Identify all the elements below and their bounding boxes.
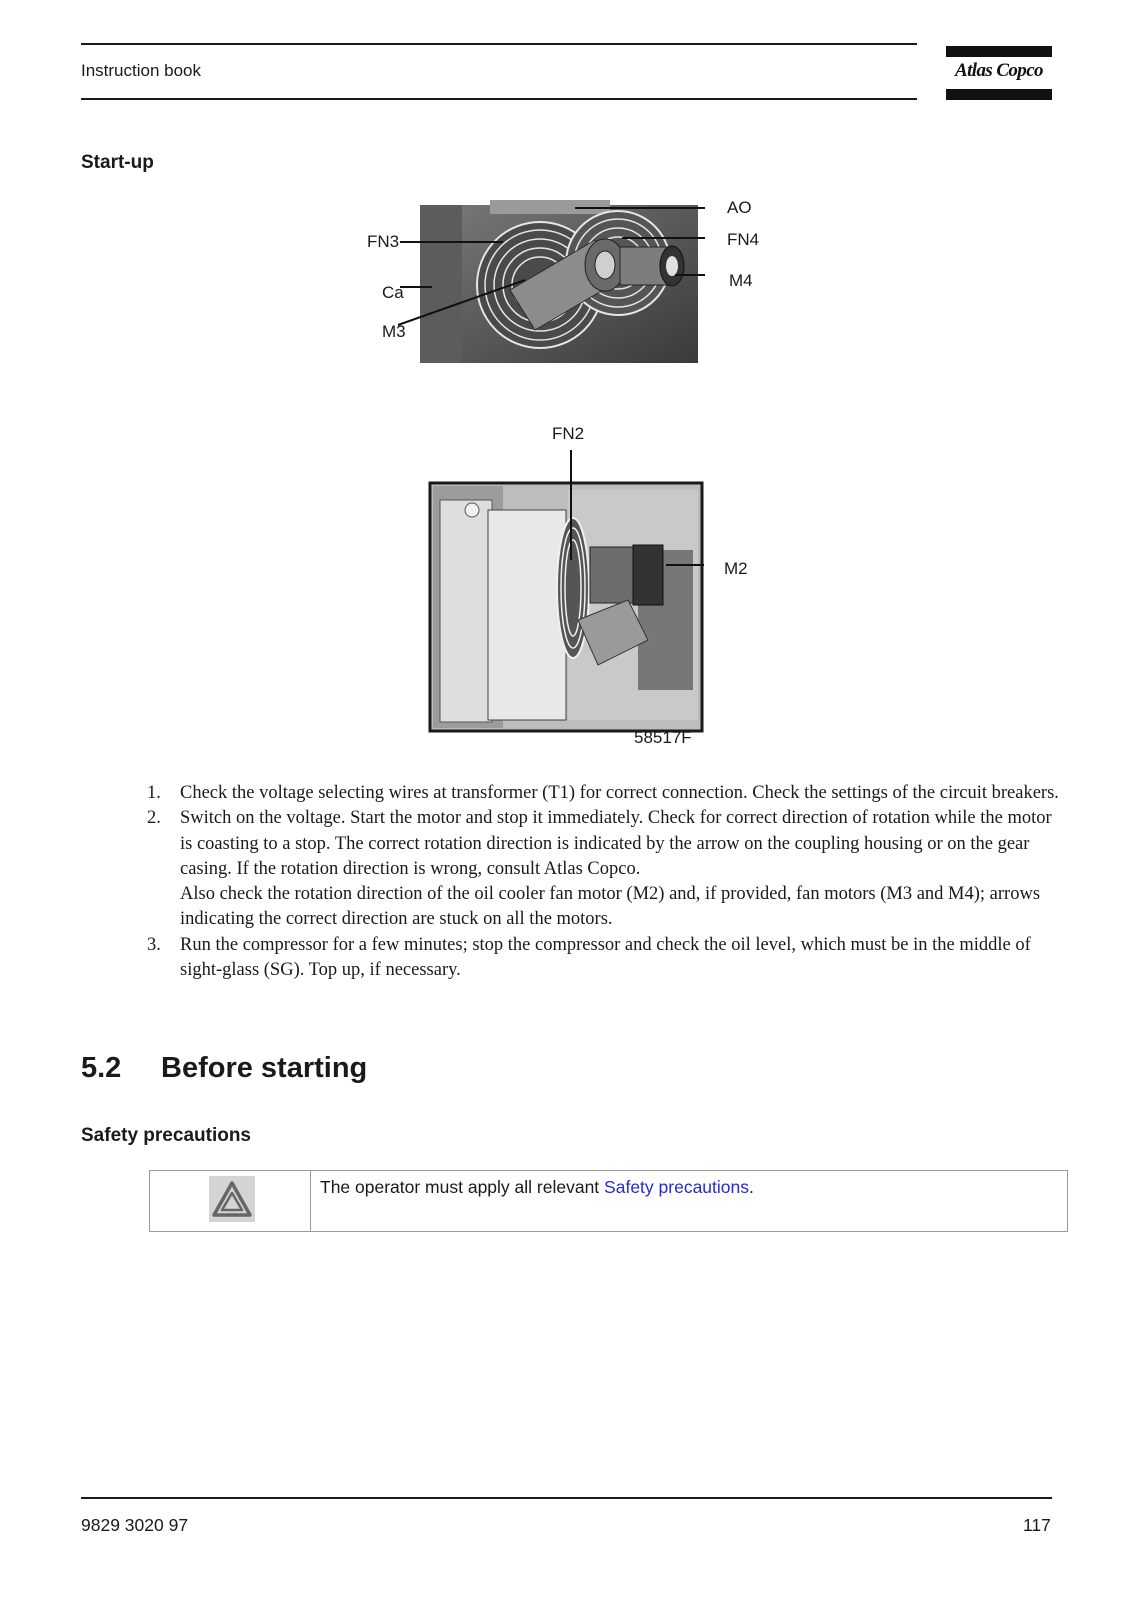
oil-cooler-fan-figure (428, 450, 728, 735)
footer-page-number: 117 (1023, 1515, 1051, 1535)
step-number: 3. (147, 934, 161, 955)
step-text: Switch on the voltage. Start the motor and stop it immediately. Check for correct direction of rotation while the motor is coasting to a stop. The correct rotation direction is indicated by the arrow on the coupling housing or on the gear casing. If the rotation direction is wrong, consult Atlas Copco. (180, 808, 1052, 879)
header-top-rule (81, 43, 917, 45)
list-item (140, 933, 1060, 984)
cabinet-panel (420, 205, 462, 363)
startup-steps-list (140, 781, 1060, 983)
motor-m4 (620, 246, 684, 286)
label-m4: M4 (729, 271, 753, 290)
section-heading (81, 1052, 367, 1085)
safety-note-text (320, 1177, 754, 1198)
step-number: 1. (147, 783, 161, 803)
step-text-continued: Also check the rotation direction of the oil cooler fan motor (M2) and, if provided, fan motors (M3 and M4); arrows indicating the correct direction are stuck on all the motors. (180, 884, 1041, 930)
figure-code: 58517F (634, 728, 692, 747)
logo-text: Atlas Copco (955, 60, 1043, 81)
atlas-copco-logo (946, 46, 1052, 100)
footer-document-number: 9829 3020 97 (81, 1515, 189, 1535)
safety-note-table (149, 1170, 1068, 1232)
label-fn2: FN2 (552, 424, 585, 443)
label-m2: M2 (724, 559, 748, 578)
list-item (140, 781, 1060, 806)
fan-motors-figure (360, 195, 780, 365)
label-m3: M3 (382, 322, 406, 341)
header-bottom-rule (81, 98, 917, 100)
list-item (140, 806, 1060, 932)
fan-fn2 (557, 518, 589, 658)
label-fn3: FN3 (367, 232, 400, 251)
step-number: 2. (147, 808, 161, 829)
label-ao: AO (727, 198, 752, 217)
footer-rule (81, 1497, 1052, 1499)
safety-heading: Safety precautions (81, 1125, 251, 1146)
label-ca: Ca (382, 283, 404, 302)
note-prefix: The operator must apply all relevant (320, 1177, 605, 1197)
note-suffix: . (749, 1177, 754, 1197)
section-title: Before starting (161, 1052, 368, 1084)
safety-precautions-link[interactable]: Safety precautions (604, 1177, 749, 1197)
step-text: Check the voltage selecting wires at transformer (T1) for correct connection. Check the settings of the circuit breakers. (180, 783, 1059, 803)
table-column-divider (310, 1171, 311, 1231)
header-title: Instruction book (81, 61, 202, 80)
section-number: 5.2 (81, 1052, 122, 1084)
warning-triangle-icon (209, 1176, 255, 1222)
step-text: Run the compressor for a few minutes; stop the compressor and check the oil level, which must be in the middle of sight-glass (SG). Top up, if necessary. (180, 934, 1031, 981)
label-fn4: FN4 (727, 230, 760, 249)
startup-heading: Start-up (81, 152, 154, 173)
